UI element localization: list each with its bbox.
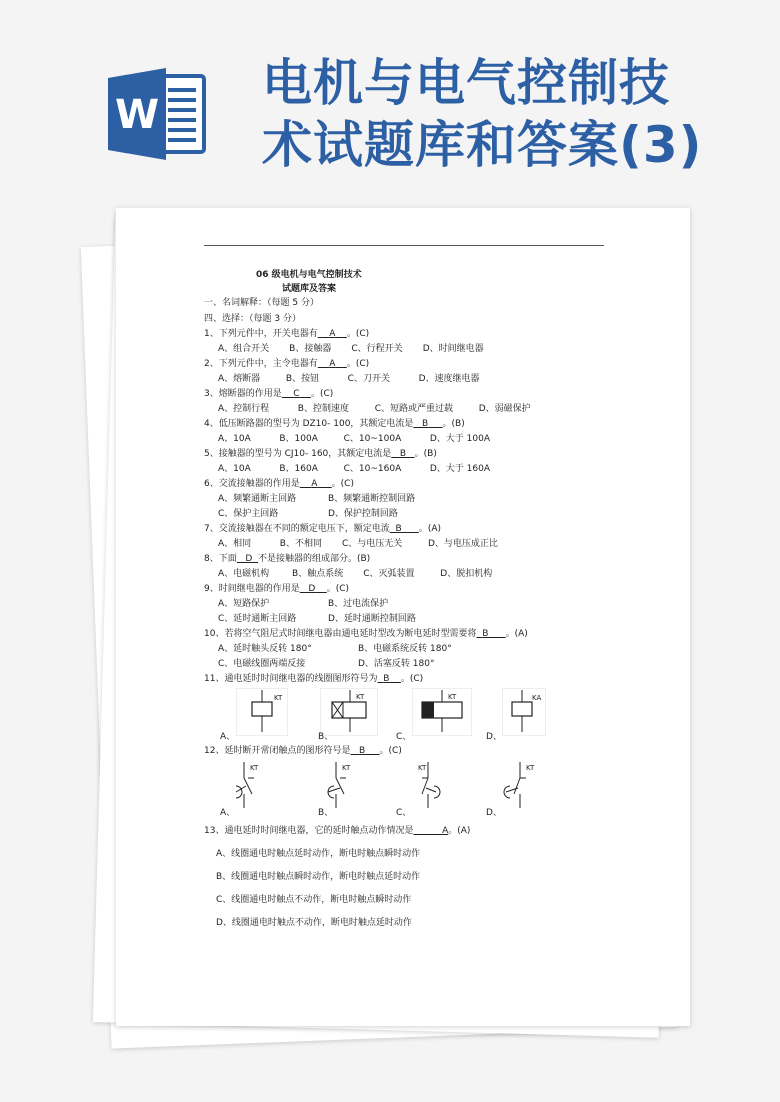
svg-text:KT: KT: [274, 694, 283, 702]
title-line-2: 术试题库和答案(3): [262, 116, 703, 174]
coil-symbol-c-icon: [412, 688, 472, 736]
svg-text:KT: KT: [418, 764, 427, 772]
doc-title-2: 试题库及答案: [282, 284, 337, 294]
question-5: [204, 449, 437, 460]
question-6: [204, 479, 354, 490]
q12-label-b: B、: [318, 808, 334, 818]
q1-tail: 。(C): [346, 329, 370, 339]
question-1: [204, 329, 369, 340]
q6-option-a: A、频繁通断主回路: [218, 494, 297, 504]
q11-answer: B: [383, 674, 390, 684]
q12-tail: 。(C): [379, 746, 402, 756]
q2-text: 2、下列元件中，主令电器有: [204, 359, 318, 369]
q10-answer: B: [482, 629, 489, 639]
q6-text: 6、交流接触器的作用是: [204, 479, 300, 489]
page-title: [262, 52, 703, 176]
q4-answer: B: [422, 419, 429, 429]
question-2: [204, 359, 369, 370]
q4-text: 4、低压断路器的型号为 DZ10- 100，其额定电流是: [204, 419, 414, 429]
question-3: [204, 389, 333, 400]
q13-option-a: A、线圈通电时触点延时动作，断电时触点瞬时动作: [216, 849, 421, 859]
q11-tail: 。(C): [400, 674, 424, 684]
logo-letter: W: [114, 92, 160, 138]
q13-option-d: D、线圈通电时触点不动作，断电时触点延时动作: [216, 918, 412, 928]
header-rule: [204, 245, 604, 246]
q5-text: 5、接触器的型号为 CJ10- 160，其额定电流是: [204, 449, 392, 459]
q6-option-b: B、频繁通断控制回路: [328, 494, 416, 504]
q8-options: A、电磁机构 B、触点系统 C、灭弧装置 D、脱扣机构: [218, 569, 493, 579]
q6-tail: 。(C): [331, 479, 354, 489]
q12-label-c: C、: [396, 808, 412, 818]
svg-text:KA: KA: [532, 694, 542, 702]
svg-text:KT: KT: [342, 764, 351, 772]
q1-options: A、组合开关 B、接触器 C、行程开关 D、时间继电器: [218, 344, 484, 354]
svg-text:KT: KT: [448, 693, 457, 701]
coil-symbol-d-icon: [502, 688, 546, 736]
q7-tail: 。(A): [418, 524, 442, 534]
q4-tail: 。(B): [442, 419, 465, 429]
q9-answer: D: [308, 584, 316, 594]
q6-option-c: C、保护主回路: [218, 509, 279, 519]
q9-option-a: A、短路保护: [218, 599, 270, 609]
q12-label-d: D、: [486, 808, 502, 818]
q11-label-d: D、: [486, 732, 502, 742]
contact-symbol-a-icon: [230, 760, 270, 810]
q12-text: 12、延时断开常闭触点的图形符号是: [204, 746, 351, 756]
q10-tail: 。(A): [505, 629, 528, 639]
question-13: [204, 826, 470, 837]
q3-text: 3、熔断器的作用是: [204, 389, 282, 399]
coil-symbol-b-icon: [320, 688, 378, 736]
q6-answer: A: [311, 479, 318, 489]
q13-text: 13、通电延时时间继电器，它的延时触点动作情况是: [204, 826, 414, 836]
question-11: [204, 674, 423, 685]
coil-symbol-a-icon: [236, 688, 288, 736]
q13-tail: 。(A): [448, 826, 471, 836]
question-12: [204, 746, 402, 757]
q13-option-b: B、线圈通电时触点瞬时动作，断电时触点延时动作: [216, 872, 421, 882]
q10-option-d: D、活塞反转 180°: [358, 659, 435, 669]
question-10: [204, 629, 528, 640]
section-1: 一、名词解释：（每题 5 分）: [204, 298, 319, 308]
q12-label-a: A、: [220, 808, 236, 818]
q8-answer: D: [245, 554, 253, 564]
q8-tail: 不是接触器的组成部分。(B): [258, 554, 371, 564]
question-7: [204, 524, 441, 535]
q2-options: A、熔断器 B、按钮 C、刀开关 D、速度继电器: [218, 374, 480, 384]
document-page: [116, 208, 690, 1026]
q5-tail: 。(B): [414, 449, 437, 459]
q10-option-b: B、电磁系统反转 180°: [358, 644, 452, 654]
q3-options: A、控制行程 B、控制速度 C、短路或严重过载 D、弱磁保护: [218, 404, 531, 414]
q9-tail: 。(C): [326, 584, 350, 594]
contact-symbol-b-icon: [320, 760, 360, 810]
svg-text:KT: KT: [356, 693, 365, 701]
q13-option-c: C、线圈通电时触点不动作，断电时触点瞬时动作: [216, 895, 412, 905]
doc-title-1: 06 级电机与电气控制技术: [256, 270, 362, 280]
q3-answer: C: [293, 389, 300, 399]
contact-symbol-d-icon: [502, 760, 542, 810]
section-4: 四、选择：（每题 3 分）: [204, 314, 301, 324]
q10-option-c: C、电磁线圈两端反接: [218, 659, 306, 669]
q1-answer: A: [329, 329, 336, 339]
q4-options: A、10A B、100A C、10~100A D、大于 100A: [218, 434, 490, 444]
word-logo-icon: [108, 68, 208, 160]
q2-answer: A: [329, 359, 336, 369]
q9-text: 9、时间继电器的作用是: [204, 584, 300, 594]
q10-text: 10、若将空气阻尼式时间继电器由通电延时型改为断电延时型需要将: [204, 629, 477, 639]
svg-text:KT: KT: [526, 764, 535, 772]
q11-label-a: A、: [220, 732, 236, 742]
q8-text: 8、下面: [204, 554, 237, 564]
q12-answer: B: [359, 746, 366, 756]
svg-text:KT: KT: [250, 764, 259, 772]
q11-text: 11、通电延时时间继电器的线圈图形符号为: [204, 674, 378, 684]
question-4: [204, 419, 465, 430]
q1-text: 1、下列元件中，开关电器有: [204, 329, 318, 339]
q7-text: 7、交流接触器在不同的额定电压下，额定电流: [204, 524, 390, 534]
q6-option-d: D、保护控制回路: [328, 509, 398, 519]
q5-options: A、10A B、160A C、10~160A D、大于 160A: [218, 464, 490, 474]
q7-answer: B: [395, 524, 402, 534]
contact-symbol-c-icon: [412, 760, 452, 810]
q5-answer: B: [399, 449, 407, 459]
q7-options: A、相同 B、不相同 C、与电压无关 D、与电压成正比: [218, 539, 498, 549]
q3-tail: 。(C): [310, 389, 334, 399]
q9-option-b: B、过电流保护: [328, 599, 389, 609]
question-8: [204, 554, 370, 565]
q9-option-d: D、延时通断控制回路: [328, 614, 416, 624]
title-line-1: 电机与电气控制技: [262, 54, 670, 112]
q11-label-c: C、: [396, 732, 412, 742]
q2-tail: 。(C): [346, 359, 370, 369]
q11-label-b: B、: [318, 732, 334, 742]
q10-option-a: A、延时触头反转 180°: [218, 644, 312, 654]
question-9: [204, 584, 349, 595]
q9-option-c: C、延时通断主回路: [218, 614, 297, 624]
q13-answer: A: [442, 826, 449, 836]
